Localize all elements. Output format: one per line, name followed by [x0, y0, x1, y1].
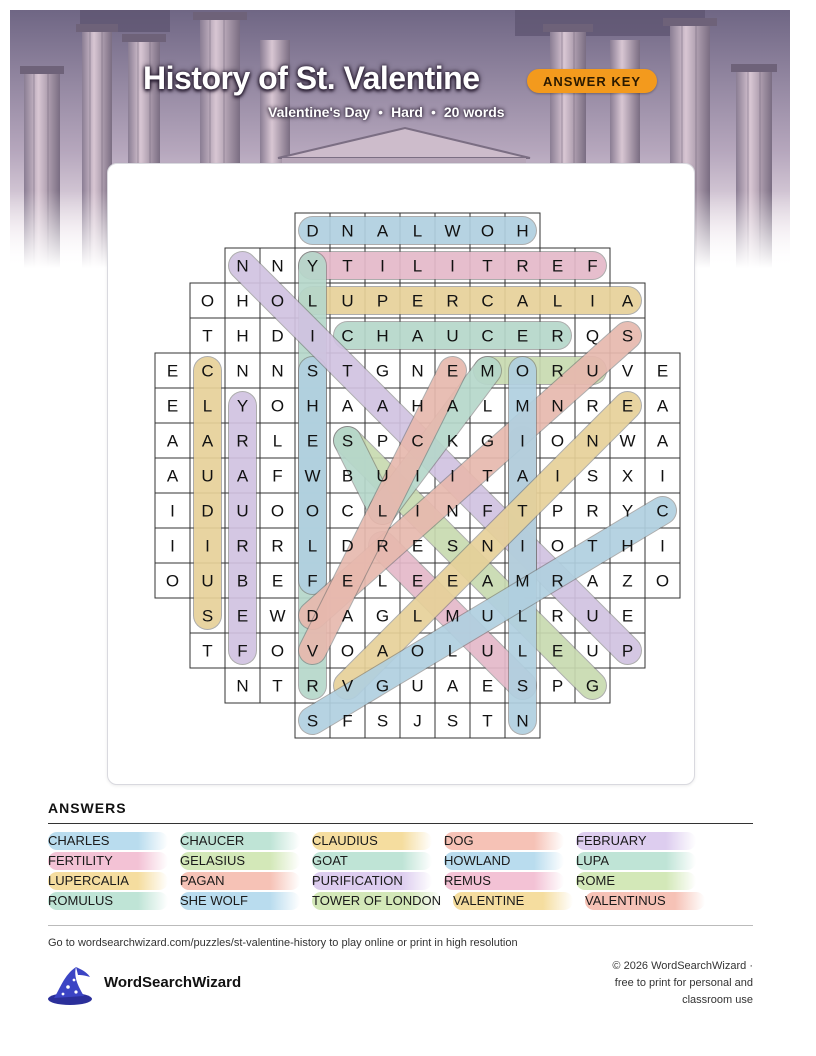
grid-letter: S: [306, 711, 319, 731]
answer-valentine: VALENTINE: [453, 892, 573, 910]
grid-letter: O: [270, 641, 285, 661]
grid-letter: F: [342, 711, 353, 731]
grid-letter: L: [307, 536, 318, 556]
grid-letter: D: [271, 326, 284, 346]
grid-letter: S: [446, 711, 459, 731]
grid-letter: A: [376, 221, 389, 241]
grid-letter: L: [517, 641, 528, 661]
grid-letter: O: [480, 221, 495, 241]
grid-letter: N: [516, 711, 529, 731]
grid-letter: M: [515, 571, 530, 591]
copyright-line: classroom use: [682, 994, 753, 1006]
answer-tower-of-london: TOWER OF LONDON: [312, 893, 442, 908]
grid-letter: A: [166, 466, 179, 486]
grid-letter: A: [621, 291, 634, 311]
difficulty-label: Hard: [391, 104, 423, 120]
grid-letter: L: [412, 606, 423, 626]
grid-letter: I: [170, 501, 175, 521]
grid-letter: S: [306, 361, 319, 381]
grid-letter: U: [376, 466, 389, 486]
grid-letter: U: [446, 326, 459, 346]
answer-charles: CHARLES: [48, 832, 168, 850]
grid-letter: I: [415, 501, 420, 521]
grid-letter: T: [202, 326, 213, 346]
grid-letter: N: [236, 361, 249, 381]
grid-letter: L: [272, 431, 283, 451]
grid-letter: E: [446, 361, 459, 381]
grid-letter: C: [201, 361, 214, 381]
answer-remus: REMUS: [444, 872, 564, 890]
grid-letter: Y: [306, 256, 319, 276]
grid-letter: A: [341, 606, 354, 626]
answer-chaucer: CHAUCER: [180, 832, 300, 850]
grid-letter: O: [165, 571, 180, 591]
grid-letter: W: [619, 431, 636, 451]
copyright-line: © 2026 WordSearchWizard ·: [612, 960, 753, 972]
grid-letter: I: [520, 536, 525, 556]
grid-letter: E: [411, 291, 424, 311]
grid-letter: E: [551, 256, 564, 276]
grid-letter: E: [411, 536, 424, 556]
grid-letter: E: [446, 571, 459, 591]
footer-divider: [48, 925, 753, 926]
grid-letter: W: [269, 606, 286, 626]
grid-letter: I: [380, 256, 385, 276]
grid-letter: E: [236, 606, 249, 626]
grid-letter: C: [341, 326, 354, 346]
grid-letter: P: [376, 291, 389, 311]
answer-pagan: PAGAN: [180, 872, 300, 890]
grid-letter: Y: [621, 501, 634, 521]
grid-letter: F: [272, 466, 283, 486]
grid-letter: A: [411, 326, 424, 346]
grid-letter: U: [201, 466, 214, 486]
grid-letter: N: [551, 396, 564, 416]
grid-letter: G: [375, 606, 390, 626]
grid-letter: O: [550, 431, 565, 451]
grid-letter: I: [590, 291, 595, 311]
grid-letter: A: [166, 431, 179, 451]
grid-letter: N: [586, 431, 599, 451]
grid-letter: H: [411, 396, 424, 416]
grid-letter: E: [341, 571, 354, 591]
grid-letter: U: [481, 641, 494, 661]
answer-february: FEBRUARY: [576, 832, 696, 850]
grid-letter: H: [516, 221, 529, 241]
answer-lupa: LUPA: [576, 852, 696, 870]
grid-letter: C: [481, 291, 494, 311]
grid-letter: S: [621, 326, 634, 346]
grid-letter: R: [551, 571, 564, 591]
grid-letter: N: [411, 361, 424, 381]
grid-letter: M: [480, 361, 495, 381]
grid-letter: L: [377, 571, 388, 591]
grid-letter: S: [586, 466, 599, 486]
grid-letter: T: [342, 256, 353, 276]
grid-letter: N: [446, 501, 459, 521]
grid-letter: R: [271, 536, 284, 556]
grid-letter: D: [341, 536, 354, 556]
grid-letter: T: [517, 501, 528, 521]
answer-purification: PURIFICATION: [312, 872, 432, 890]
grid-letter: B: [341, 466, 354, 486]
grid-letter: N: [271, 361, 284, 381]
grid-letter: E: [166, 396, 179, 416]
grid-letter: A: [201, 431, 214, 451]
grid-letter: P: [551, 676, 564, 696]
grid-letter: H: [376, 326, 389, 346]
grid-letter: W: [444, 221, 461, 241]
grid-letter: R: [516, 256, 529, 276]
grid-letter: N: [236, 256, 249, 276]
grid-letter: F: [307, 571, 318, 591]
grid-letter: O: [270, 396, 285, 416]
grid-letter: I: [520, 431, 525, 451]
answer-claudius: CLAUDIUS: [312, 832, 432, 850]
grid-letter: U: [201, 571, 214, 591]
grid-letter: F: [482, 501, 493, 521]
grid-letter: I: [450, 256, 455, 276]
grid-letter: I: [205, 536, 210, 556]
grid-letter: O: [340, 641, 355, 661]
grid-letter: I: [555, 466, 560, 486]
grid-letter: O: [270, 501, 285, 521]
answer-dog: DOG: [444, 832, 564, 850]
grid-letter: E: [271, 571, 284, 591]
grid-letter: R: [376, 536, 389, 556]
grid-letter: I: [450, 466, 455, 486]
answer-fertility: FERTILITY: [48, 852, 168, 870]
grid-letter: M: [515, 396, 530, 416]
grid-letter: N: [341, 221, 354, 241]
grid-letter: I: [310, 326, 315, 346]
grid-letter: U: [586, 606, 599, 626]
grid-letter: N: [271, 256, 284, 276]
grid-letter: E: [551, 641, 564, 661]
grid-letter: O: [550, 536, 565, 556]
grid-letter: H: [306, 396, 319, 416]
grid-letter: S: [201, 606, 214, 626]
grid-letter: J: [413, 711, 422, 731]
grid-letter: E: [656, 361, 669, 381]
grid-letter: X: [621, 466, 634, 486]
play-online-link[interactable]: Go to wordsearchwizard.com/puzzles/st-valentine-history to play online or print in high resolution: [48, 937, 518, 949]
grid-letter: A: [481, 571, 494, 591]
grid-letter: A: [516, 291, 529, 311]
grid-letter: L: [482, 396, 493, 416]
theme-label: Valentine's Day: [268, 104, 371, 120]
grid-letter: O: [410, 641, 425, 661]
grid-letter: T: [482, 466, 493, 486]
answer-gelasius: GELASIUS: [180, 852, 300, 870]
grid-letter: S: [376, 711, 389, 731]
grid-letter: A: [516, 466, 529, 486]
grid-letter: U: [236, 501, 249, 521]
copyright-line: free to print for personal and: [614, 977, 753, 989]
meta-separator: •: [430, 104, 436, 120]
grid-letter: A: [236, 466, 249, 486]
answer-she-wolf: SHE WOLF: [180, 892, 300, 910]
grid-letter: F: [587, 256, 598, 276]
grid-letter: L: [447, 641, 458, 661]
grid-letter: I: [660, 536, 665, 556]
grid-letter: U: [586, 361, 599, 381]
grid-letter: P: [621, 641, 634, 661]
answer-key-badge: ANSWER KEY: [527, 69, 657, 93]
grid-letter: E: [306, 431, 319, 451]
grid-letter: Q: [585, 326, 600, 346]
grid-letter: T: [202, 641, 213, 661]
grid-letter: M: [445, 606, 460, 626]
grid-letter: O: [270, 291, 285, 311]
grid-letter: C: [411, 431, 424, 451]
grid-letter: P: [551, 501, 564, 521]
grid-letter: T: [482, 256, 493, 276]
grid-letter: H: [621, 536, 634, 556]
grid-letter: R: [551, 361, 564, 381]
puzzle-title: History of St. Valentine: [143, 60, 480, 96]
grid-letter: L: [552, 291, 563, 311]
grid-letter: G: [375, 676, 390, 696]
grid-letter: Y: [236, 396, 249, 416]
grid-letter: S: [341, 431, 354, 451]
grid-letter: U: [341, 291, 354, 311]
grid-letter: C: [656, 501, 669, 521]
grid-letter: L: [202, 396, 213, 416]
grid-letter: I: [170, 536, 175, 556]
brand-name: WordSearchWizard: [104, 974, 242, 991]
grid-letter: E: [621, 396, 634, 416]
grid-letter: R: [551, 606, 564, 626]
grid-letter: T: [342, 361, 353, 381]
answer-rome: ROME: [576, 872, 696, 890]
grid-letter: F: [237, 641, 248, 661]
grid-letter: R: [236, 536, 249, 556]
grid-letter: L: [412, 256, 423, 276]
answer-howland: HOWLAND: [444, 852, 564, 870]
grid-letter: S: [446, 536, 459, 556]
grid-letter: T: [587, 536, 598, 556]
grid-letter: I: [415, 466, 420, 486]
grid-letter: U: [586, 641, 599, 661]
grid-letter: G: [585, 676, 600, 696]
answers-divider: [48, 823, 753, 824]
grid-letter: R: [306, 676, 319, 696]
grid-letter: B: [236, 571, 249, 591]
answer-goat: GOAT: [312, 852, 432, 870]
wizard-hat-icon: [46, 963, 96, 1007]
grid-letter: O: [200, 291, 215, 311]
grid-letter: A: [446, 396, 459, 416]
grid-letter: L: [377, 501, 388, 521]
grid-letter: A: [586, 571, 599, 591]
grid-letter: A: [656, 431, 669, 451]
grid-letter: L: [517, 606, 528, 626]
grid-letter: S: [516, 676, 529, 696]
grid-letter: H: [236, 326, 249, 346]
grid-letter: R: [236, 431, 249, 451]
grid-letter: A: [376, 641, 389, 661]
grid-letter: L: [412, 221, 423, 241]
grid-letter: N: [481, 536, 494, 556]
grid-letter: V: [306, 641, 319, 661]
grid-letter: K: [446, 431, 459, 451]
grid-letter: V: [341, 676, 354, 696]
grid-letter: G: [480, 431, 495, 451]
meta-separator: •: [378, 104, 384, 120]
grid-letter: C: [341, 501, 354, 521]
grid-letter: U: [411, 676, 424, 696]
grid-letter: D: [306, 606, 319, 626]
grid-letter: V: [621, 361, 634, 381]
grid-letter: W: [304, 466, 321, 486]
grid-letter: R: [551, 326, 564, 346]
grid-letter: E: [411, 571, 424, 591]
grid-letter: R: [586, 501, 599, 521]
grid-letter: P: [376, 431, 389, 451]
grid-letter: O: [305, 501, 320, 521]
grid-letter: R: [446, 291, 459, 311]
grid-letter: A: [656, 396, 669, 416]
grid-letter: E: [516, 326, 529, 346]
grid-letter: R: [586, 396, 599, 416]
grid-letter: H: [236, 291, 249, 311]
answer-valentinus: VALENTINUS: [585, 892, 705, 910]
grid-letter: A: [446, 676, 459, 696]
grid-letter: L: [307, 291, 318, 311]
grid-letter: G: [375, 361, 390, 381]
grid-letter: U: [481, 606, 494, 626]
grid-letter: A: [341, 396, 354, 416]
grid-letter: T: [482, 711, 493, 731]
answers-heading: ANSWERS: [48, 800, 127, 816]
grid-letter: E: [481, 676, 494, 696]
grid-letter: I: [660, 466, 665, 486]
copyright-notice: [583, 958, 753, 1009]
grid-letter: Z: [622, 571, 633, 591]
grid-letter: D: [306, 221, 319, 241]
grid-letter: D: [201, 501, 214, 521]
grid-letter: N: [236, 676, 249, 696]
grid-letter: O: [655, 571, 670, 591]
grid-letter: A: [376, 396, 389, 416]
grid-letter: O: [515, 361, 530, 381]
word-count-label: 20 words: [443, 104, 505, 120]
grid-letter: C: [481, 326, 494, 346]
grid-letter: E: [166, 361, 179, 381]
grid-letter: E: [621, 606, 634, 626]
answer-lupercalia: LUPERCALIA: [48, 872, 168, 890]
answer-romulus: ROMULUS: [48, 892, 168, 910]
grid-letter: T: [272, 676, 283, 696]
